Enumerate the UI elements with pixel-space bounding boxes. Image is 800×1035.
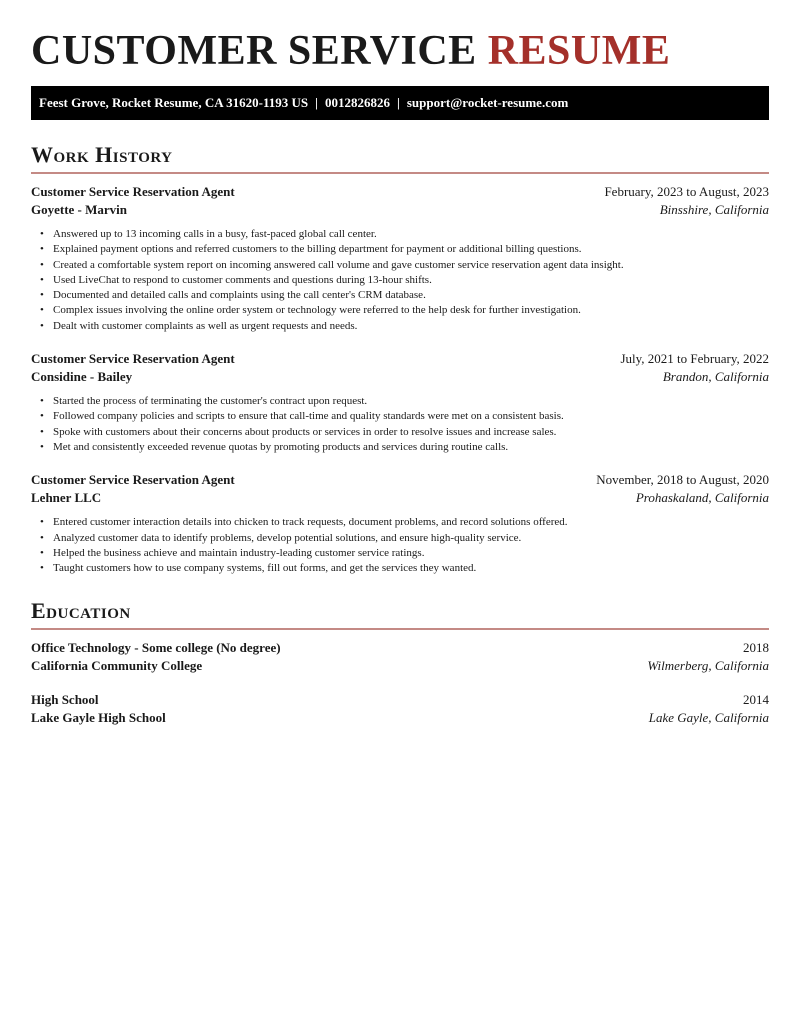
job-company-row bbox=[31, 489, 769, 507]
title-main: CUSTOMER SERVICE bbox=[31, 28, 477, 74]
education-location: Wilmerberg, California bbox=[647, 658, 769, 674]
job-bullets bbox=[31, 394, 769, 455]
job-bullet: • Analyzed customer data to identify problems, develop potential solutions, and ensure high-quality service. bbox=[53, 531, 769, 546]
page-title bbox=[31, 28, 769, 74]
job-title: Customer Service Reservation Agent bbox=[31, 184, 235, 199]
job-title: Customer Service Reservation Agent bbox=[31, 472, 235, 488]
job-bullet: • Helped the business achieve and maintain industry-leading customer service ratings. bbox=[53, 546, 769, 561]
education-year: 2014 bbox=[743, 692, 769, 708]
education-degree-row bbox=[31, 691, 769, 709]
contact-address: Feest Grove, Rocket Resume, CA 31620-1193 US bbox=[39, 95, 309, 110]
job-bullet: • Followed company policies and scripts to ensure that call-time and quality standards were met on a consistent basis. bbox=[53, 409, 769, 424]
job-company-row bbox=[31, 368, 769, 386]
job-dates: November, 2018 to August, 2020 bbox=[596, 472, 769, 488]
job-dates: July, 2021 to February, 2022 bbox=[620, 351, 769, 367]
contact-bar bbox=[31, 86, 769, 120]
job-entry bbox=[31, 183, 769, 334]
job-company: Lehner LLC bbox=[31, 490, 102, 506]
job-bullet: • Explained payment options and referred customers to the billing department for payment or additional billing questions. bbox=[53, 242, 769, 257]
education-list bbox=[31, 639, 769, 727]
job-bullet: • Entered customer interaction details into chicken to track requests, document problems, and record solutions offered. bbox=[53, 515, 769, 530]
contact-separator: | bbox=[315, 95, 318, 110]
education-degree: High School bbox=[31, 692, 99, 708]
job-bullet: • Dealt with customer complaints as well as urgent requests and needs. bbox=[53, 319, 769, 334]
job-entry bbox=[31, 471, 769, 576]
work-history-heading: Work History bbox=[31, 142, 769, 174]
job-title: Customer Service Reservation Agent bbox=[31, 351, 235, 367]
job-location: Prohaskaland, California bbox=[635, 490, 769, 506]
job-bullet: • Documented and detailed calls and complaints using the call center's CRM database. bbox=[53, 288, 769, 303]
job-bullets bbox=[31, 515, 769, 576]
contact-separator: | bbox=[396, 95, 400, 110]
job-bullets bbox=[31, 227, 769, 334]
education-school-row bbox=[31, 709, 769, 727]
job-bullet: • Answered up to 13 incoming calls in a busy, fast-paced global call center. bbox=[53, 227, 769, 242]
job-bullet: • Used LiveChat to respond to customer comments and questions during 13-hour shifts. bbox=[53, 273, 769, 288]
contact-email[interactable]: support@rocket-resume.com bbox=[406, 95, 569, 110]
education-degree: Office Technology - Some college (No degree) bbox=[31, 640, 281, 656]
education-location: Lake Gayle, California bbox=[648, 710, 769, 726]
job-bullet: • Met and consistently exceeded revenue quotas by promoting products and services during routine calls. bbox=[53, 440, 769, 455]
job-bullet: • Complex issues involving the online order system or technology were referred to the help desk for further investigation. bbox=[53, 303, 769, 318]
job-location: Brandon, California bbox=[662, 369, 769, 385]
education-heading: Education bbox=[31, 598, 769, 630]
education-school: California Community College bbox=[31, 658, 203, 674]
education-degree-row bbox=[31, 639, 769, 657]
job-bullet: • Started the process of terminating the customer's contract upon request. bbox=[53, 394, 769, 409]
education-entry bbox=[31, 691, 769, 727]
job-title-row bbox=[31, 471, 769, 489]
job-title-row bbox=[31, 183, 769, 201]
work-history-list bbox=[31, 183, 769, 576]
job-bullet: • Spoke with customers about their concerns about products or services in order to resolve issues and increase sales. bbox=[53, 425, 769, 440]
contact-phone[interactable]: 0012826826 bbox=[324, 95, 390, 110]
title-accent: RESUME bbox=[487, 28, 671, 74]
education-school-row bbox=[31, 657, 769, 675]
job-dates: February, 2023 to August, 2023 bbox=[604, 184, 769, 199]
education-school: Lake Gayle High School bbox=[31, 710, 166, 726]
resume-page bbox=[31, 28, 769, 727]
job-company: Goyette - Marvin bbox=[31, 202, 128, 217]
education-year: 2018 bbox=[743, 640, 769, 656]
job-title-row bbox=[31, 350, 769, 368]
job-company: Considine - Bailey bbox=[31, 369, 133, 385]
job-bullet: • Created a comfortable system report on incoming answered call volume and gave customer service reservation agent data insight. bbox=[53, 258, 769, 273]
job-company-row bbox=[31, 201, 769, 219]
job-bullet: • Taught customers how to use company systems, fill out forms, and get the services they wanted. bbox=[53, 561, 769, 576]
education-entry bbox=[31, 639, 769, 675]
job-entry bbox=[31, 350, 769, 455]
job-location: Binsshire, California bbox=[659, 202, 769, 217]
